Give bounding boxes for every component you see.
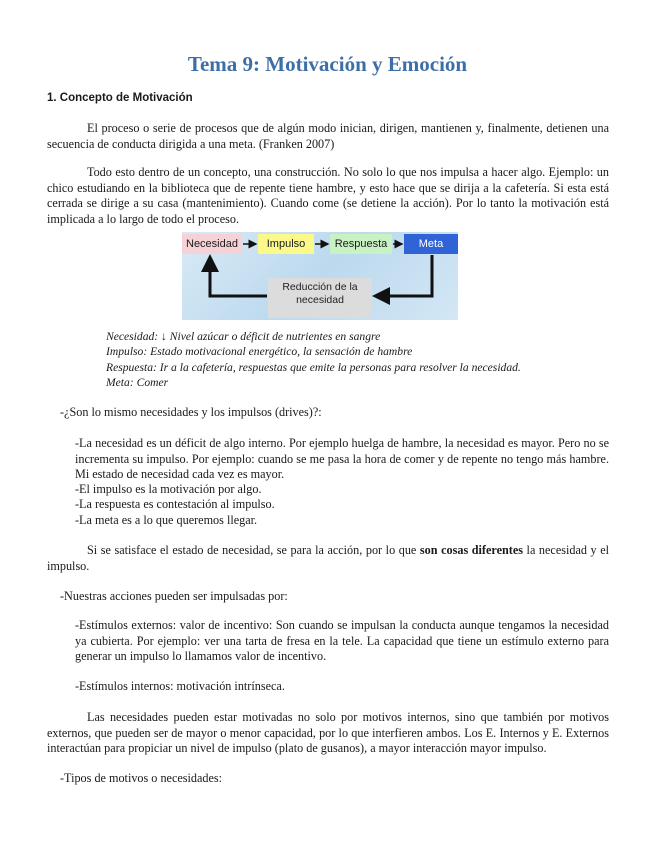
- interaction-paragraph: Las necesidades pueden estar motivadas no solo por motivos internos, sino que también por motivos externos, que pueden ser de mayor o menor capacidad, por lo que interfieren ambos. Los E. Internos y E. Externos interactúan para propiciar un nivel de impulso (plato de gusanos), a mayor interacción mayor impulso.: [47, 710, 609, 756]
- motivation-cycle-diagram: [182, 232, 458, 320]
- box-respuesta: Respuesta: [330, 234, 392, 254]
- legend-impulso: Impulso: Estado motivacional energético, la sensación de hambre: [106, 345, 413, 359]
- conclusion-bold: son cosas diferentes: [419, 543, 523, 557]
- definition-paragraph: El proceso o serie de procesos que de algún modo inician, dirigen, mantienen y, finalmente, detienen una secuencia de conducta dirigida a una meta. (Franken 2007): [47, 121, 609, 151]
- answer-respuesta: -La respuesta es contestación al impulso.: [75, 497, 275, 511]
- example-paragraph: Todo esto dentro de un concepto, una construcción. No solo lo que nos impulsa a hacer algo. Ejemplo: un chico estudiando en la biblioteca que de repente tiene hambre, y esto hace que se dirija a la cafetería. Si esta está cerrada se dirige a su casa (mantenimiento). Cuando come (se detiene la acción). Por lo tanto la motivación está implicada a lo largo de todo el proceso.: [47, 165, 609, 226]
- box-meta: Meta: [404, 234, 458, 254]
- conclusion-paragraph: [47, 543, 609, 574]
- legend-meta: Meta: Comer: [106, 376, 169, 390]
- box-necesidad: Necesidad: [182, 234, 242, 254]
- box-impulso: Impulso: [258, 234, 314, 254]
- external-stimuli: -Estímulos externos: valor de incentivo: Son cuando se impulsan la conducta aunque tengamos la necesidad ya cubierta. Por ejemplo: ver una tarta de fresa en la tele. La capacidad que tiene un estímulo externo para generar un impulso lo llamamos valor de incentivo.: [75, 618, 609, 664]
- arrow-goal-to-reduction: [375, 255, 432, 296]
- answer-impulso: -El impulso es la motivación por algo.: [75, 482, 262, 496]
- legend-necesidad: Necesidad: ↓ Nivel azúcar o déficit de nutrientes en sangre: [106, 330, 381, 343]
- answer-meta: -La meta es a lo que queremos llegar.: [75, 513, 258, 527]
- box-reduccion: [268, 278, 372, 318]
- reduccion-line-2: necesidad: [296, 294, 344, 306]
- answer-necesidad: -La necesidad es un déficit de algo interno. Por ejemplo huelga de hambre, la necesidad es mayor. Pero no se incrementa su impulso. Por ejemplo: cuando se me pasa la hora de comer y de repente no tengo más hambre. Mi estado de necesidad cada vez es mayor.: [75, 436, 609, 482]
- internal-stimuli: -Estímulos internos: motivación intrínseca.: [75, 679, 285, 693]
- reduccion-line-1: Reducción de la: [282, 281, 358, 293]
- question-needs-vs-drives: -¿Son lo mismo necesidades y los impulsos (drives)?:: [60, 405, 322, 419]
- section-heading: 1. Concepto de Motivación: [47, 92, 193, 104]
- page-title: Tema 9: Motivación y Emoción: [187, 52, 468, 76]
- arrow-reduction-to-need: [210, 257, 267, 296]
- question-actions: -Nuestras acciones pueden ser impulsadas por:: [60, 589, 288, 603]
- diagram-legend: [106, 329, 606, 391]
- legend-respuesta: Respuesta: Ir a la cafetería, respuestas que emite la personas para resolver la necesidad.: [106, 360, 521, 374]
- conclusion-text-start: Si se satisface el estado de necesidad, se para la acción, por lo que: [87, 543, 420, 557]
- question-types: -Tipos de motivos o necesidades:: [60, 771, 223, 785]
- conclusion-text-end: la necesidad y el impulso.: [47, 543, 610, 573]
